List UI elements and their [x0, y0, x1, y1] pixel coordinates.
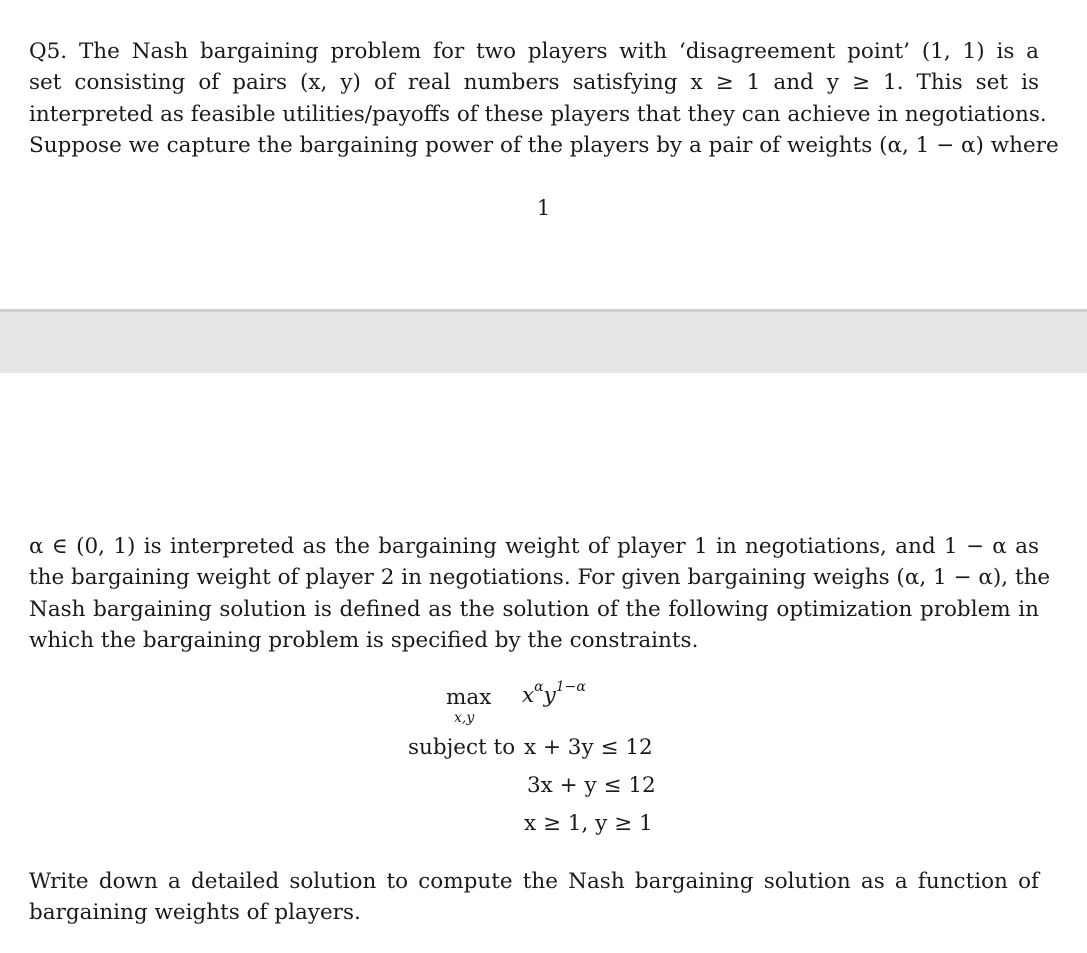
- closing-paragraph: [29, 866, 1039, 929]
- max-subscript: x,y: [454, 710, 475, 726]
- intro-paragraph: [29, 531, 1051, 656]
- intro-line-2: the bargaining weight of player 2 in negotiations. For given bargaining weighs (α, 1 − α), the: [29, 565, 1051, 591]
- objective-y-exponent: 1−α: [555, 679, 586, 695]
- question-line-1: Q5. The Nash bargaining problem for two players with ‘disagreement point’ (1, 1) is a: [29, 39, 1039, 64]
- constraint-1: x + 3y ≤ 12: [524, 735, 653, 760]
- closing-line-1: Write down a detailed solution to compute the Nash bargaining solution as a function of: [29, 869, 1039, 894]
- question-line-3: interpreted as feasible utilities/payoffs of these players that they can achieve in negotiations.: [29, 101, 1047, 127]
- objective-function: [522, 679, 586, 708]
- constraint-3: x ≥ 1, y ≥ 1: [524, 811, 653, 836]
- page-bottom: [0, 373, 1087, 953]
- intro-line-4: which the bargaining problem is specified by the constraints.: [29, 627, 699, 653]
- page-number: 1: [536, 196, 551, 220]
- subject-to-label: subject to: [408, 735, 516, 760]
- objective-x: x: [522, 683, 535, 708]
- intro-line-3: Nash bargaining solution is defined as the solution of the following optimization problem in: [29, 596, 1039, 622]
- page-separator: [0, 309, 1087, 373]
- page-top: [0, 0, 1087, 309]
- objective-y: y: [543, 683, 556, 708]
- closing-line-2: bargaining weights of players.: [29, 900, 361, 926]
- question-paragraph: [29, 36, 1059, 161]
- question-line-4: Suppose we capture the bargaining power of the players by a pair of weights (α, 1 − α) where: [29, 132, 1059, 158]
- constraint-2: 3x + y ≤ 12: [527, 773, 656, 798]
- objective-x-exponent: α: [534, 679, 544, 695]
- question-line-2: set consisting of pairs (x, y) of real numbers satisfying x ≥ 1 and y ≥ 1. This set is: [29, 70, 1039, 96]
- max-operator: max: [446, 685, 492, 710]
- intro-line-1: α ∈ (0, 1) is interpreted as the bargaining weight of player 1 in negotiations, and 1 − α as: [29, 534, 1039, 559]
